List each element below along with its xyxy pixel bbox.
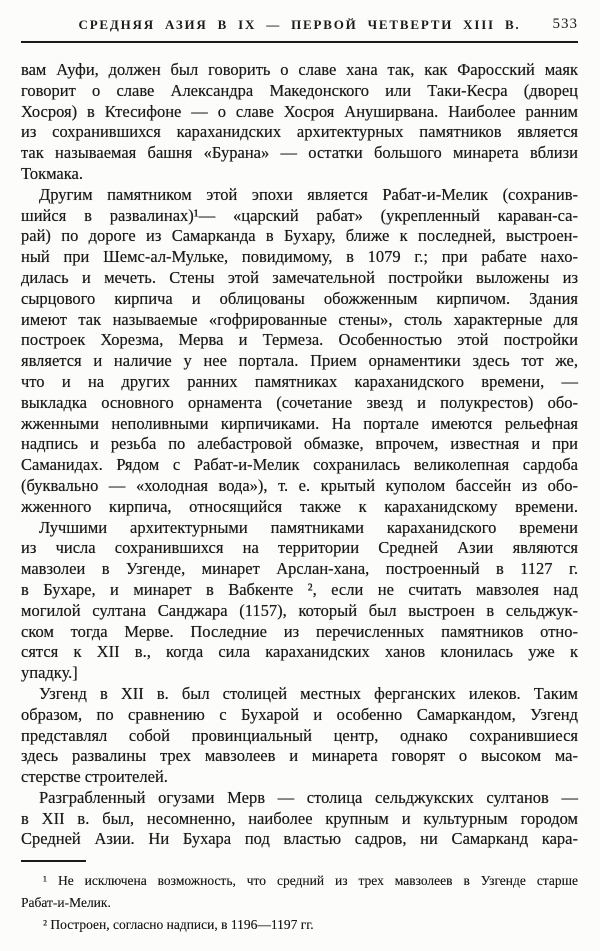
text-line: рай) по дороге из Самарканда в Бухару, ближе к последней, выстроен- [21,226,578,246]
text-line: могилой султана Санджара (1157), который был выстроен в сельджук- [21,600,578,620]
text-line: Другим памятником этой эпохи является Рабат-и-Мелик (сохранив- [39,184,578,204]
text-line: что и на других ранних памятниках караханидского времени, — [21,371,578,391]
text-line: Саманидах. Рядом с Рабат-и-Мелик сохранилась великолепная сардоба [21,455,578,475]
running-header [21,17,578,35]
paragraph [21,684,578,788]
text-line: жженными неполивными кирпичиками. На портале имеются рельефная [21,413,578,433]
text-line: Токмака. [21,163,83,183]
paragraph [21,518,578,684]
text-line: образом, по сравнению с Бухарой и особенно Самаркандом, Узгенд [21,704,578,724]
text-line: является и наличие у нее портала. Прием орнаментики здесь тот же, [21,351,578,371]
text-line: Хосроя) в Ктесифоне — о славе Хосроя Ануширвана. Наиболее ранним [21,101,578,121]
text-line: из числа сохранившихся на территории Средней Азии являются [21,538,578,558]
footnote [21,914,578,936]
text-line: имеют так называемые «гофрированные стены», столь характерные для [21,309,578,329]
text-line: представлял собой провинциальный центр, однако сохранившиеся [21,725,578,745]
text-line: говорит о славе Александра Македонского или Таки-Кесра (дворец [21,80,578,100]
text-line: сятся к XII в., когда сила караханидских ханов клонилась уже к [21,642,578,662]
chapter-title: СРЕДНЯЯ АЗИЯ В IX — ПЕРВОЙ ЧЕТВЕРТИ XIII В. [78,17,521,32]
text-line: стерстве строителей. [21,767,168,787]
text-line: дилась и мечеть. Стены этой замечательной постройки выложены из [21,267,578,287]
text-line: из сохранившихся караханидских архитектурных памятников является [21,122,578,142]
footnotes [21,870,578,936]
text-line: Лучшими архитектурными памятниками караханидского времени [39,517,578,537]
text-line: так называемая башня «Бурана» — остатки большого минарета вблизи [21,143,578,163]
text-line: упадку.] [21,663,78,683]
paragraph [21,788,578,850]
footnote-separator [21,860,86,862]
text-line: построек Хорезма, Мерва и Термеза. Особенностью этой постройки [21,330,578,350]
paragraph [21,60,578,185]
body-text [21,60,578,850]
text-line: жженного кирпича, относящийся также к караханидскому времени. [21,496,578,516]
text-line: шийся в развалинах)¹— «царский рабат» (укрепленный караван-са- [21,205,578,225]
text-line: (буквально — «холодная вода»), т. е. крытый куполом бассейн из обо- [21,475,578,495]
text-line: ² Построен, согласно надписи, в 1196—1197 гг. [43,917,314,932]
page-number: 533 [552,16,578,32]
text-line: в Бухаре, и минарет в Вабкенте ², если не считать мавзолея над [21,579,578,599]
text-line: мавзолеи в Узгенде, минарет Арслан-хана, построенный в 1127 г. [21,559,578,579]
text-line: ском тогда Мерве. Последние из перечисленных памятников отно- [21,621,578,641]
text-line: Средней Азии. Ни Бухара под властью садров, ни Самарканд кара- [21,829,578,849]
text-line: Разграбленный огузами Мерв — столица сельджукских султанов — [39,787,578,807]
text-line: Узгенд в XII в. был столицей местных ферганских илеков. Таким [39,683,578,703]
header-rule [21,41,578,43]
text-line: Рабат-и-Мелик. [21,895,111,910]
text-line: здесь развалины трех мавзолеев и минарета говорят о высоком ма- [21,746,578,766]
text-line: вам Ауфи, должен был говорить о славе хана так, как Фаросский маяк [21,60,578,79]
text-line: ный при Шемс-ал-Мульке, повидимому, в 1079 г.; при рабате нахо- [21,247,578,267]
text-line: сырцового кирпича и облицованы обожженным кирпичом. Здания [21,288,578,308]
text-line: выкладка основного орнамента (сочетание звезд и полукрестов) обо- [21,392,578,412]
text-line: в XII в. был, несомненно, наиболее крупным и культурным городом [21,808,578,828]
text-line: ¹ Не исключена возможность, что средний из трех мавзолеев в Узгенде старше [43,873,578,888]
footnote [21,870,578,914]
text-line: надпись и резьба по алебастровой обмазке, впрочем, известная и при [21,434,578,454]
paragraph [21,185,578,518]
